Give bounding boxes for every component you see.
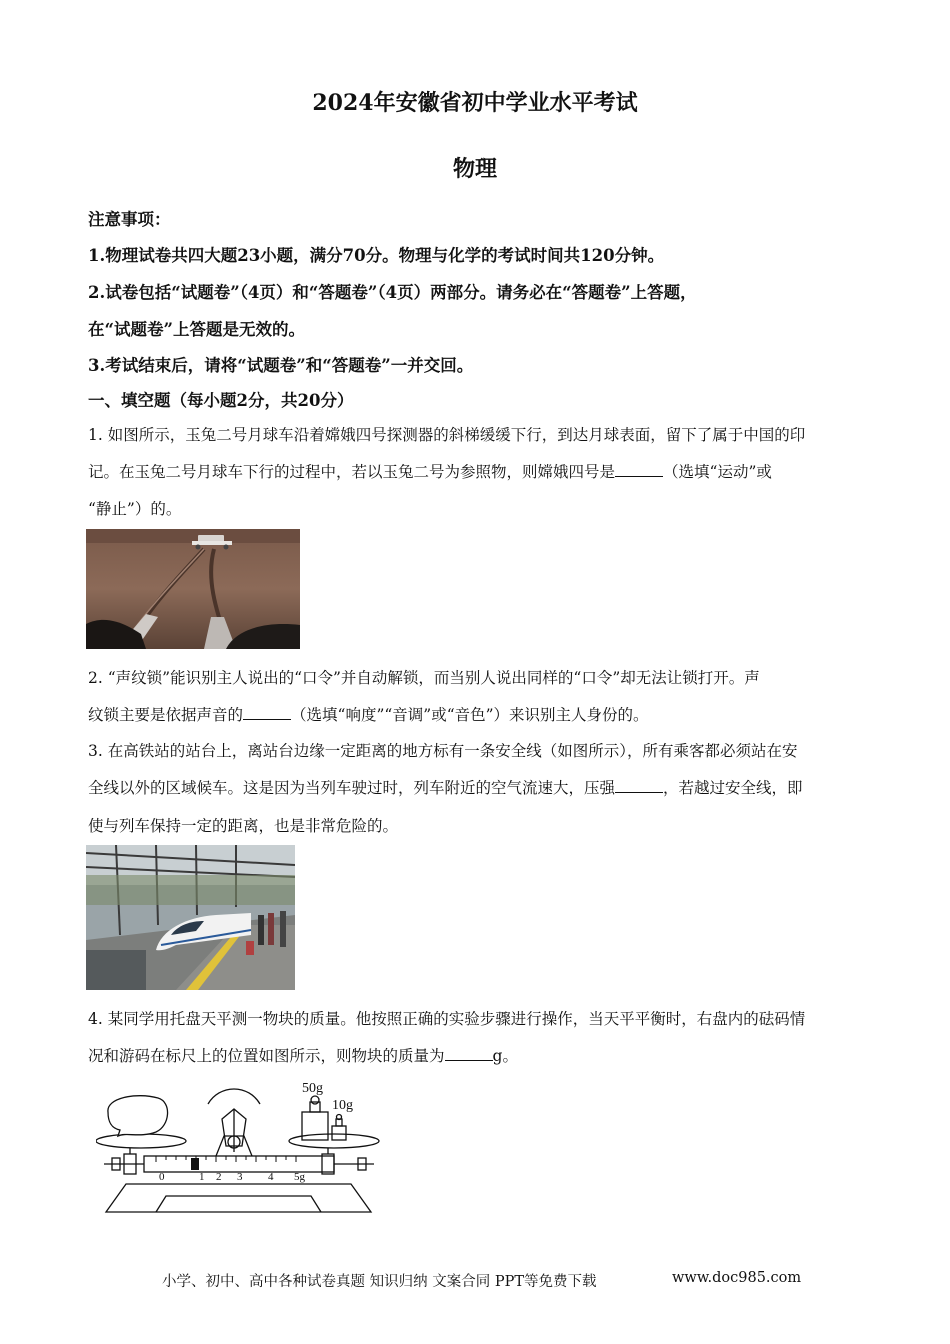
lunar-rover-photo (86, 529, 300, 649)
notice-item-3: 3.考试结束后，请将“试题卷”和“答题卷”一并交回。 (88, 356, 474, 375)
scale-label-0: 0 (159, 1171, 165, 1183)
scale-label-2: 2 (216, 1171, 222, 1183)
q4-line-1: 4. 某同学用托盘天平测一物块的质量。他按照正确的实验步骤进行操作，当天平平衡时，右盘内的砝码情 (88, 1010, 806, 1028)
scale-label-5g: 5g (294, 1171, 305, 1183)
notice-item-2-cont: 在“试题卷”上答题是无效的。 (88, 320, 305, 339)
q2-line-1: 2. “声纹锁”能识别主人说出的“口令”并自动解锁，而当别人说出同样的“口令”却无法让锁打开。声 (88, 669, 760, 687)
exam-subject: 物理 (452, 156, 497, 182)
weight-label-50g: 50g (302, 1081, 323, 1096)
notice-item-1: 1.物理试卷共四大题23小题，满分70分。物理与化学的考试时间共120分钟。 (88, 246, 665, 265)
exam-title: 2024年安徽省初中学业水平考试 (312, 90, 638, 116)
q1-line-3: “静止”）的。 (88, 500, 182, 518)
section-heading: 一、填空题（每小题2分，共20分） (88, 391, 354, 410)
train-platform-photo (86, 845, 295, 990)
q1-line-2: 记。在玉兔二号月球车下行的过程中，若以玉兔二号为参照物，则嫦娥四号是 （选填“运动”或 (88, 463, 772, 481)
q3-line-1: 3. 在高铁站的站台上，离站台边缘一定距离的地方标有一条安全线（如图所示），所有乘客都必须站在安 (88, 742, 798, 760)
balance-diagram (96, 1074, 386, 1220)
q3-line-3: 使与列车保持一定的距离，也是非常危险的。 (88, 817, 399, 835)
q4-line-2: 况和游码在标尺上的位置如图所示，则物块的质量为 g。 (88, 1047, 518, 1065)
notice-heading: 注意事项： (88, 210, 171, 229)
q3-answer-blank[interactable] (615, 778, 663, 793)
weight-label-10g: 10g (332, 1098, 353, 1113)
footer-text: 小学、初中、高中各种试卷真题 知识归纳 文案合同 PPT等免费下载 (162, 1274, 597, 1290)
q3-line-2: 全线以外的区域候车。这是因为当列车驶过时，列车附近的空气流速大，压强 ，若越过安全线，即 (88, 779, 803, 797)
scale-label-4: 4 (268, 1171, 274, 1183)
notice-item-2: 2.试卷包括“试题卷”（4页）和“答题卷”（4页）两部分。请务必在“答题卷”上答题， (88, 283, 697, 302)
scale-label-3: 3 (237, 1171, 243, 1183)
q2-answer-blank[interactable] (243, 705, 291, 720)
scale-label-1: 1 (199, 1171, 205, 1183)
q1-line-1: 1. 如图所示，玉兔二号月球车沿着嫦娥四号探测器的斜梯缓缓下行，到达月球表面，留下了属于中国的印 (88, 426, 806, 444)
q1-answer-blank[interactable] (615, 462, 663, 477)
q4-answer-blank[interactable] (445, 1046, 493, 1061)
q2-line-2: 纹锁主要是依据声音的 （选填“响度”“音调”或“音色”）来识别主人身份的。 (88, 706, 649, 724)
footer-url[interactable]: www.doc985.com (672, 1270, 802, 1286)
